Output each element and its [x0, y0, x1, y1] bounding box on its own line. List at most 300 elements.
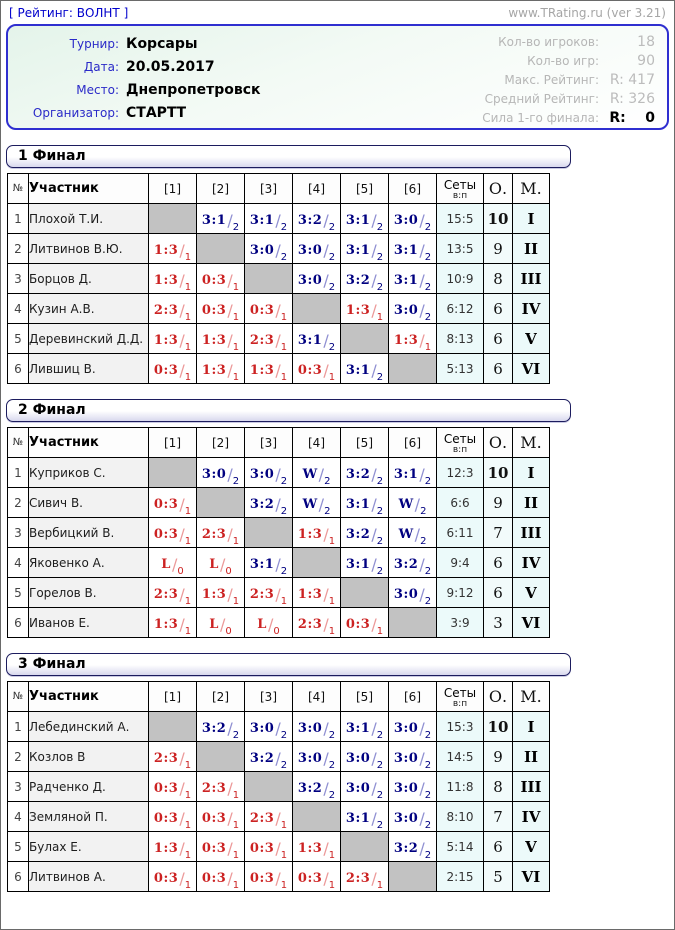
score-cell-win [389, 234, 437, 264]
stat-row [482, 52, 655, 71]
col-header-game-4: [4] [293, 174, 341, 204]
score-value: 2:3 [249, 333, 275, 348]
score-sub: 1 [184, 820, 192, 831]
score-cell-win [341, 772, 389, 802]
score-value: 3:0 [393, 751, 419, 766]
stat-label: Кол-во игроков: [498, 35, 599, 49]
col-header-game-5: [5] [341, 428, 389, 458]
final-section-2 [6, 399, 669, 638]
score-sub: 1 [184, 372, 192, 383]
score-cell-win [341, 458, 389, 488]
score-value: 3:0 [297, 273, 323, 288]
score-value: 3:2 [345, 467, 371, 482]
score-sub: 2 [424, 850, 432, 861]
score-slash: / [419, 809, 425, 828]
score-sub: 1 [184, 760, 192, 771]
info-value: СТАРТТ [126, 105, 187, 121]
row-number: 3 [8, 518, 29, 548]
player-name: Земляной П. [29, 802, 149, 832]
col-header-game-6: [6] [389, 428, 437, 458]
score-slash: / [419, 555, 425, 574]
score-cell-loss [149, 742, 197, 772]
player-name: Козлов В [29, 742, 149, 772]
points-cell: 10 [484, 204, 513, 234]
score-sub: 2 [376, 506, 384, 517]
score-value: 3:0 [345, 751, 371, 766]
score-value: 3:2 [393, 557, 419, 572]
score-value: 3:2 [249, 497, 275, 512]
score-cell-loss [293, 518, 341, 548]
player-row [8, 712, 550, 742]
score-sub: 1 [328, 372, 336, 383]
score-value: W [302, 467, 318, 482]
score-sub: 2 [376, 566, 384, 577]
score-cell-win [293, 204, 341, 234]
score-value: 3:0 [393, 811, 419, 826]
sets-cell: 9:12 [437, 578, 484, 608]
score-slash: / [179, 361, 185, 380]
score-value: 3:1 [249, 213, 275, 228]
sets-cell: 11:8 [437, 772, 484, 802]
stat-row [482, 71, 655, 90]
self-cell [341, 832, 389, 862]
score-slash: / [179, 301, 185, 320]
row-number: 1 [8, 204, 29, 234]
top-bar [6, 4, 669, 24]
score-slash: / [419, 331, 425, 350]
place-cell: IV [513, 802, 550, 832]
score-slash: / [227, 869, 233, 888]
score-sub: 2 [424, 252, 432, 263]
score-cell-loss [197, 578, 245, 608]
score-value: 2:3 [345, 871, 371, 886]
player-row [8, 548, 550, 578]
score-value: 2:3 [201, 527, 227, 542]
score-slash: / [227, 271, 233, 290]
score-cell-win [293, 772, 341, 802]
score-value: 0:3 [153, 781, 179, 796]
score-value: 0:3 [297, 871, 323, 886]
score-sub: 2 [280, 566, 288, 577]
score-value: 0:3 [249, 871, 275, 886]
score-sub: 1 [376, 880, 384, 891]
score-slash: / [371, 361, 377, 380]
site-version-link[interactable]: www.TRating.ru (ver 3.21) [508, 6, 666, 20]
score-cell-loss [293, 832, 341, 862]
score-slash: / [227, 465, 233, 484]
score-value: 3:2 [345, 273, 371, 288]
score-slash: / [275, 211, 281, 230]
stat-row [482, 33, 655, 52]
score-value: 1:3 [393, 333, 419, 348]
section-title-bar [6, 145, 571, 168]
points-cell: 5 [484, 862, 513, 892]
sets-cell: 2:15 [437, 862, 484, 892]
score-cell-win [341, 234, 389, 264]
score-slash: / [275, 241, 281, 260]
player-row [8, 488, 550, 518]
score-value: 3:0 [345, 781, 371, 796]
score-slash: / [323, 749, 329, 768]
score-sub: 1 [328, 850, 336, 861]
score-slash: / [275, 749, 281, 768]
score-value: 0:3 [201, 841, 227, 856]
score-value: 1:3 [153, 617, 179, 632]
score-cell-loss [149, 772, 197, 802]
score-cell-loss [197, 264, 245, 294]
score-sub: 2 [280, 476, 288, 487]
info-label: Дата: [83, 60, 119, 74]
col-header-game-5: [5] [341, 174, 389, 204]
score-cell-loss [149, 264, 197, 294]
row-number: 3 [8, 264, 29, 294]
score-cell-win [341, 548, 389, 578]
info-value: 20.05.2017 [126, 59, 215, 75]
score-sub: 2 [280, 506, 288, 517]
points-cell: 9 [484, 742, 513, 772]
points-cell: 7 [484, 518, 513, 548]
score-slash: / [179, 495, 185, 514]
score-sub: 1 [184, 850, 192, 861]
sets-cell: 10:9 [437, 264, 484, 294]
score-slash: / [371, 719, 377, 738]
score-cell-win [293, 712, 341, 742]
score-slash: / [419, 211, 425, 230]
points-cell: 6 [484, 354, 513, 384]
score-slash: / [179, 525, 185, 544]
sets-cell: 3:9 [437, 608, 484, 638]
score-cell-win [389, 772, 437, 802]
score-sub: 2 [328, 282, 336, 293]
score-cell-win [245, 712, 293, 742]
self-cell [389, 862, 437, 892]
col-header-sets [437, 428, 484, 458]
tournament-stats-right [482, 33, 655, 126]
score-slash: / [371, 809, 377, 828]
score-value: L [209, 617, 219, 632]
player-row [8, 264, 550, 294]
score-slash: / [323, 719, 329, 738]
col-header-participant: Участник [29, 682, 149, 712]
score-slash: / [275, 839, 281, 858]
score-value: 0:3 [201, 871, 227, 886]
score-slash: / [171, 555, 178, 574]
score-value: 3:1 [297, 333, 323, 348]
score-slash: / [419, 779, 425, 798]
score-cell-loss [245, 294, 293, 324]
player-row [8, 772, 550, 802]
score-cell-loss [341, 862, 389, 892]
score-slash: / [227, 361, 233, 380]
info-value: Днепропетровск [126, 82, 261, 98]
score-sub: 1 [376, 312, 384, 323]
score-sub: 2 [424, 820, 432, 831]
score-value: 3:1 [345, 497, 371, 512]
self-cell [245, 518, 293, 548]
score-sub: 2 [424, 566, 432, 577]
points-cell: 6 [484, 548, 513, 578]
score-value: 1:3 [249, 363, 275, 378]
info-row [18, 33, 261, 56]
score-sub: 2 [328, 730, 336, 741]
score-sub: 1 [184, 252, 192, 263]
points-cell: 6 [484, 832, 513, 862]
score-cell-loss [149, 802, 197, 832]
row-number: 5 [8, 832, 29, 862]
place-cell: I [513, 712, 550, 742]
stat-label: Кол-во игр: [527, 54, 599, 68]
score-sub: 2 [424, 312, 432, 323]
score-value: 3:0 [249, 721, 275, 736]
col-header-game-3: [3] [245, 174, 293, 204]
score-sub: 2 [280, 760, 288, 771]
score-value: 3:1 [201, 213, 227, 228]
score-sub: 1 [232, 312, 240, 323]
stat-value: R: 326 [609, 91, 655, 107]
score-slash: / [371, 555, 377, 574]
col-header-number: № [8, 682, 29, 712]
score-sub: 0 [225, 626, 232, 637]
sets-cell: 8:10 [437, 802, 484, 832]
score-value: 1:3 [297, 527, 323, 542]
self-cell [293, 802, 341, 832]
score-cell-win [341, 742, 389, 772]
score-cell-win [245, 204, 293, 234]
score-value: 1:3 [297, 587, 323, 602]
score-slash: / [179, 615, 185, 634]
score-sub: 2 [328, 760, 336, 771]
points-cell: 8 [484, 772, 513, 802]
place-cell: VI [513, 608, 550, 638]
player-name: Деревинский Д.Д. [29, 324, 149, 354]
score-slash: / [323, 271, 329, 290]
points-cell: 6 [484, 578, 513, 608]
score-sub: 2 [420, 536, 427, 547]
score-cell-win [389, 548, 437, 578]
stat-value: R: 417 [609, 72, 655, 88]
row-number: 6 [8, 608, 29, 638]
score-slash: / [323, 331, 329, 350]
score-slash: / [419, 301, 425, 320]
score-value: 3:1 [249, 557, 275, 572]
score-sub: 2 [328, 222, 336, 233]
score-slash: / [179, 585, 185, 604]
score-sub: 2 [376, 222, 384, 233]
place-cell: III [513, 264, 550, 294]
stat-value: R: 0 [609, 110, 655, 126]
score-sub: 1 [184, 626, 192, 637]
score-cell-loss [149, 832, 197, 862]
place-cell: I [513, 458, 550, 488]
score-sub: 1 [184, 312, 192, 323]
score-value: 1:3 [153, 243, 179, 258]
rating-link[interactable]: [ Рейтинг: ВОЛНТ ] [9, 6, 129, 20]
score-slash: / [179, 809, 185, 828]
sets-cell: 9:4 [437, 548, 484, 578]
col-header-game-3: [3] [245, 428, 293, 458]
score-slash: / [371, 301, 377, 320]
score-value: 3:0 [297, 751, 323, 766]
sets-cell: 6:11 [437, 518, 484, 548]
score-value: 3:0 [297, 243, 323, 258]
place-cell: IV [513, 294, 550, 324]
score-sub: 1 [232, 282, 240, 293]
player-name: Плохой Т.И. [29, 204, 149, 234]
stat-row [482, 90, 655, 109]
score-sub: 1 [280, 850, 288, 861]
sets-sublabel: в:п [452, 444, 468, 455]
info-row [18, 56, 261, 79]
score-cell-loss [197, 324, 245, 354]
score-sub: 2 [280, 252, 288, 263]
row-number: 4 [8, 294, 29, 324]
col-header-game-2: [2] [197, 174, 245, 204]
score-value: 3:2 [345, 527, 371, 542]
info-label: Турнир: [69, 37, 119, 51]
score-cell-loss [197, 548, 245, 578]
score-value: 3:2 [297, 781, 323, 796]
score-cell-win [341, 488, 389, 518]
score-value: W [398, 497, 414, 512]
player-name: Булах Е. [29, 832, 149, 862]
score-slash: / [371, 211, 377, 230]
score-value: W [302, 497, 318, 512]
section-title-bar [6, 653, 571, 676]
score-slash: / [414, 495, 421, 514]
score-value: 2:3 [201, 781, 227, 796]
score-cell-loss [149, 608, 197, 638]
score-sub: 2 [424, 760, 432, 771]
player-row [8, 832, 550, 862]
score-slash: / [227, 301, 233, 320]
self-cell [341, 578, 389, 608]
points-cell: 6 [484, 294, 513, 324]
player-name: Литвинов А. [29, 862, 149, 892]
score-sub: 1 [232, 790, 240, 801]
row-number: 4 [8, 802, 29, 832]
place-cell: III [513, 772, 550, 802]
player-name: Куприков С. [29, 458, 149, 488]
score-value: 0:3 [153, 497, 179, 512]
row-number: 6 [8, 862, 29, 892]
self-cell [245, 264, 293, 294]
score-sub: 0 [177, 566, 184, 577]
score-slash: / [219, 555, 226, 574]
score-slash: / [275, 495, 281, 514]
score-cell-loss [197, 862, 245, 892]
col-header-place: М. [513, 428, 550, 458]
score-cell-win [389, 264, 437, 294]
score-value: 0:3 [297, 363, 323, 378]
stat-label: Сила 1-го финала: [482, 111, 599, 125]
score-cell-loss [197, 518, 245, 548]
score-sub: 2 [420, 506, 427, 517]
col-header-game-6: [6] [389, 174, 437, 204]
section-title-bar [6, 399, 571, 422]
score-cell-loss [149, 578, 197, 608]
self-cell [149, 712, 197, 742]
score-slash: / [227, 809, 233, 828]
sets-cell: 14:5 [437, 742, 484, 772]
score-slash: / [371, 495, 377, 514]
score-sub: 2 [424, 790, 432, 801]
sets-cell: 8:13 [437, 324, 484, 354]
score-cell-loss [149, 518, 197, 548]
score-value: 3:1 [393, 243, 419, 258]
score-cell-win [341, 802, 389, 832]
player-row [8, 802, 550, 832]
score-cell-loss [149, 548, 197, 578]
place-cell: V [513, 324, 550, 354]
score-value: 3:2 [201, 721, 227, 736]
score-sub: 2 [424, 476, 432, 487]
col-header-game-4: [4] [293, 682, 341, 712]
score-cell-loss [293, 608, 341, 638]
row-number: 1 [8, 712, 29, 742]
col-header-participant: Участник [29, 174, 149, 204]
score-cell-win [389, 578, 437, 608]
score-cell-win [293, 264, 341, 294]
score-sub: 2 [232, 730, 240, 741]
score-sub: 1 [280, 312, 288, 323]
score-value: 2:3 [153, 303, 179, 318]
points-cell: 3 [484, 608, 513, 638]
player-name: Кузин А.В. [29, 294, 149, 324]
player-row [8, 458, 550, 488]
score-value: 0:3 [153, 527, 179, 542]
col-header-points: О. [484, 428, 513, 458]
score-cell-win [293, 324, 341, 354]
score-sub: 2 [376, 282, 384, 293]
score-slash: / [414, 525, 421, 544]
score-slash: / [371, 241, 377, 260]
results-table [7, 681, 550, 892]
player-name: Горелов В. [29, 578, 149, 608]
score-value: 3:0 [393, 213, 419, 228]
score-slash: / [227, 719, 233, 738]
stat-value: 90 [637, 53, 655, 69]
score-sub: 0 [225, 566, 232, 577]
score-slash: / [419, 465, 425, 484]
row-number: 4 [8, 548, 29, 578]
score-sub: 1 [232, 342, 240, 353]
score-sub: 2 [376, 252, 384, 263]
place-cell: I [513, 204, 550, 234]
score-slash: / [275, 555, 281, 574]
score-slash: / [267, 615, 274, 634]
score-value: 3:0 [393, 721, 419, 736]
sets-cell: 5:13 [437, 354, 484, 384]
score-cell-loss [149, 862, 197, 892]
score-value: 3:1 [393, 467, 419, 482]
score-cell-win [341, 518, 389, 548]
score-sub: 1 [280, 342, 288, 353]
col-header-number: № [8, 428, 29, 458]
table-header-row [8, 682, 550, 712]
score-value: 3:1 [393, 273, 419, 288]
score-sub: 2 [328, 790, 336, 801]
score-slash: / [419, 585, 425, 604]
score-slash: / [227, 331, 233, 350]
score-cell-loss [389, 324, 437, 354]
score-slash: / [323, 211, 329, 230]
score-slash: / [275, 361, 281, 380]
self-cell [197, 742, 245, 772]
player-name: Радченко Д. [29, 772, 149, 802]
place-cell: VI [513, 862, 550, 892]
score-sub: 2 [376, 536, 384, 547]
score-slash: / [275, 301, 281, 320]
